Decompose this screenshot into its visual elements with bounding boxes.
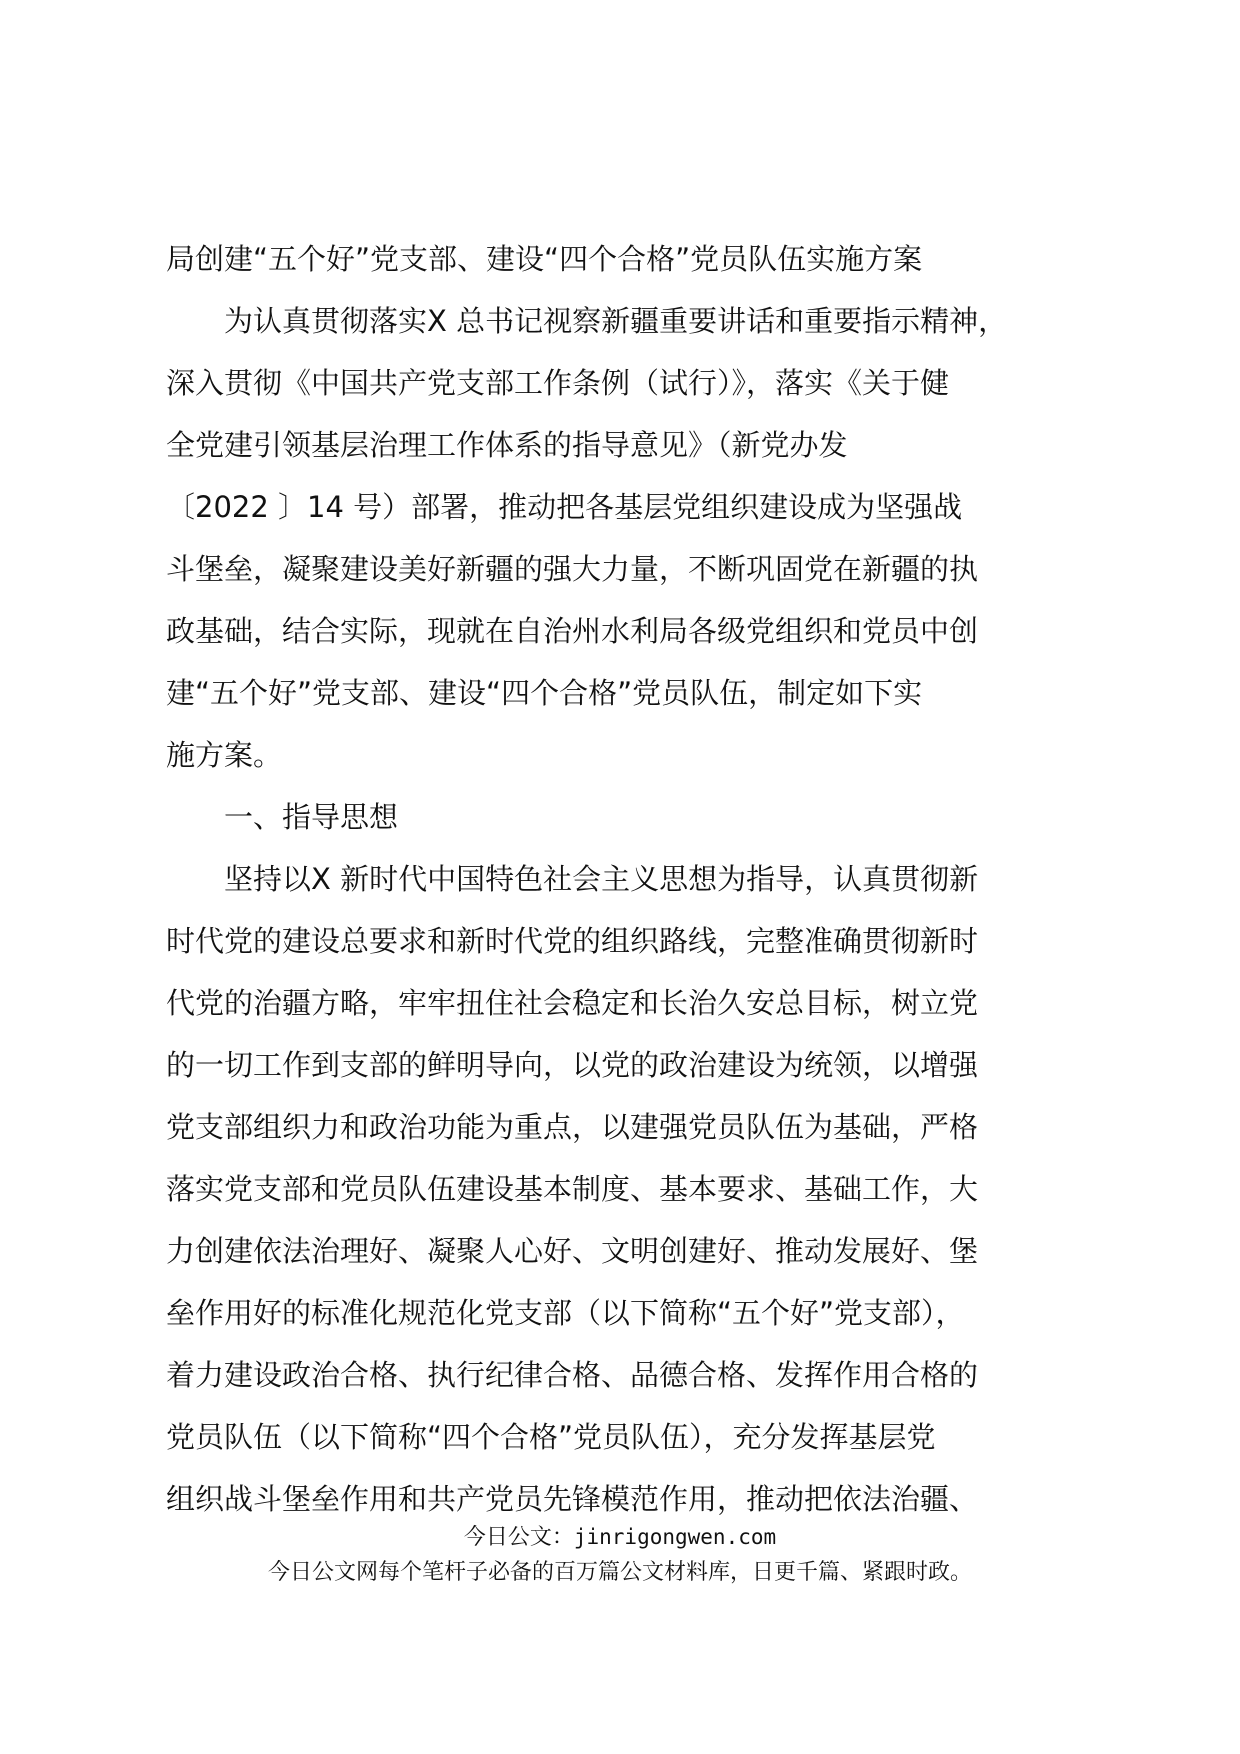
paragraph-line: 坚持以X 新时代中国特色社会主义思想为指导，认真贯彻新 bbox=[166, 862, 979, 896]
footer-site-label: 今日公文： bbox=[463, 1525, 574, 1550]
document-title: 局创建“五个好”党支部、建设“四个合格”党员队伍实施方案 bbox=[166, 242, 923, 276]
paragraph-line: 政基础，结合实际，现就在自治州水利局各级党组织和党员中创 bbox=[166, 614, 979, 648]
footer-tagline: 今日公文网每个笔杆子必备的百万篇公文材料库，日更千篇、紧跟时政。 bbox=[267, 1560, 972, 1585]
paragraph-line: 着力建设政治合格、执行纪律合格、品德合格、发挥作用合格的 bbox=[166, 1358, 979, 1392]
paragraph-line: 〔2022 〕14 号）部署，推动把各基层党组织建设成为坚强战 bbox=[166, 490, 963, 524]
paragraph-line: 力创建依法治理好、凝聚人心好、文明创建好、推动发展好、堡 bbox=[166, 1234, 979, 1268]
footer-site-url[interactable]: jinrigongwen.com bbox=[573, 1525, 777, 1549]
paragraph-line: 党支部组织力和政治功能为重点，以建强党员队伍为基础，严格 bbox=[166, 1110, 979, 1144]
paragraph-line: 代党的治疆方略，牢牢扭住社会稳定和长治久安总目标，树立党 bbox=[166, 986, 979, 1020]
footer-site bbox=[0, 1522, 1240, 1553]
paragraph-line: 的一切工作到支部的鲜明导向，以党的政治建设为统领，以增强 bbox=[166, 1048, 979, 1082]
paragraph-line: 时代党的建设总要求和新时代党的组织路线，完整准确贯彻新时 bbox=[166, 924, 979, 958]
paragraph-line: 深入贯彻《中国共产党支部工作条例（试行）》，落实《关于健 bbox=[166, 366, 950, 400]
paragraph-line: 落实党支部和党员队伍建设基本制度、基本要求、基础工作，大 bbox=[166, 1172, 979, 1206]
paragraph-line: 斗堡垒，凝聚建设美好新疆的强大力量，不断巩固党在新疆的执 bbox=[166, 552, 979, 586]
paragraph-line: 建“五个好”党支部、建设“四个合格”党员队伍，制定如下实 bbox=[166, 676, 923, 710]
paragraph-line: 施方案。 bbox=[166, 738, 283, 772]
paragraph-line: 为认真贯彻落实X 总书记视察新疆重要讲话和重要指示精神， bbox=[166, 304, 1008, 338]
paragraph-line: 垒作用好的标准化规范化党支部（以下简称“五个好”党支部）， bbox=[166, 1296, 965, 1330]
section-heading: 一、指导思想 bbox=[166, 800, 399, 834]
paragraph-line: 党员队伍（以下简称“四个合格”党员队伍），充分发挥基层党 bbox=[166, 1420, 936, 1454]
document-body bbox=[166, 228, 1086, 1530]
paragraph-line: 全党建引领基层治理工作体系的指导意见》（新党办发 bbox=[166, 428, 848, 462]
paragraph-line: 组织战斗堡垒作用和共产党员先锋模范作用，推动把依法治疆、 bbox=[166, 1482, 979, 1516]
